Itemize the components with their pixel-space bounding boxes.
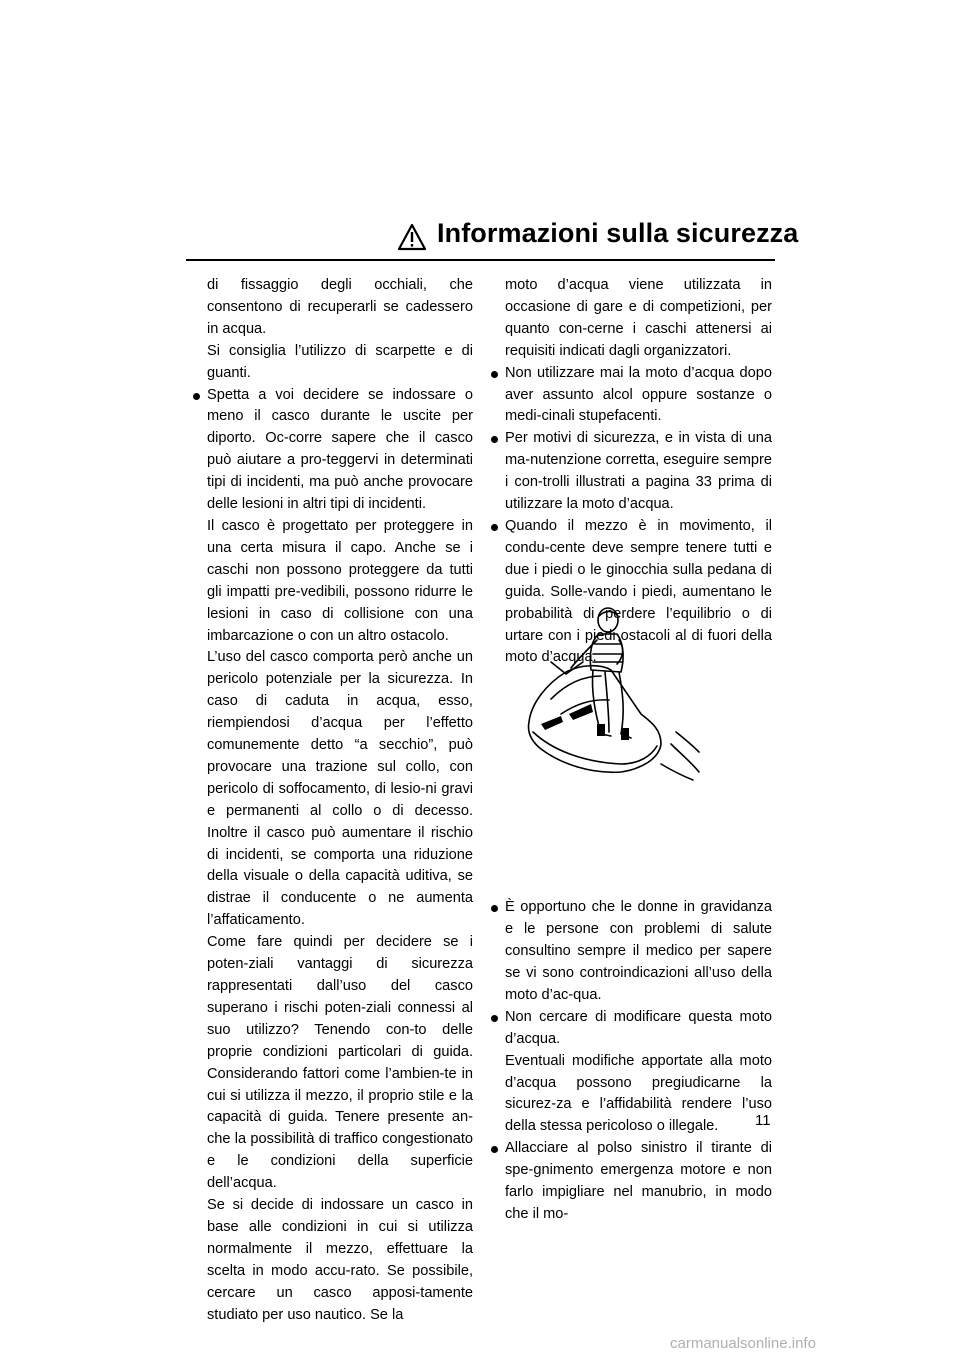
paragraph: Il casco è progettato per proteggere in una certa misura il capo. Anche se i caschi non possono proteggere da tutti gli impatti pre-vedibili, possono ridurre le lesioni in caso di collisione con una imbarcazione o con un altro ostacolo. [207, 517, 473, 644]
paragraph: L’uso del casco comporta però anche un pericolo potenziale per la sicurezza. In caso di caduta in acqua, esso, riempiendosi d’acqua per l’effetto comunemente detto “a secchio”, può provocare una trazione sul collo, con pericolo di soffocamento, di lesio-ni gravi e permanenti al collo o di decesso. Inoltre il casco può aumentare il rischio di incidenti, se comporta una riduzione della visuale o della capacità uditiva, se distrae il conducente o ne aumenta l’affaticamento. [207, 649, 473, 929]
bullet-icon [491, 1015, 498, 1022]
bullet-text: Per motivi di sicurezza, e in vista di una ma-nutenzione corretta, eseguire sempre i con-trolli illustrati a pagina 33 prima di utilizzare la moto d’acqua. [505, 430, 772, 513]
page-header [0, 218, 960, 262]
bullet-icon [491, 1146, 498, 1153]
bullet-text: Non utilizzare mai la moto d’acqua dopo aver assunto alcol oppure sostanze o medi-cinali stupefacenti. [505, 364, 772, 425]
bullet-icon [491, 371, 498, 378]
bullet-text: Allacciare al polso sinistro il tirante di spe-gnimento emergenza motore e non farlo impigliare nel manubrio, in modo che il mo- [505, 1140, 772, 1222]
bullet-item [191, 385, 473, 516]
watermark: carmanualsonline.info [670, 1335, 816, 1352]
bullet-icon [491, 905, 498, 912]
paragraph: Come fare quindi per decidere se i poten-ziali vantaggi di sicurezza rappresentati dall’uso del casco superano i rischi poten-ziali connessi al suo utilizzo? Tenendo con-to delle proprie condizioni particolari di guida. Considerando fattori come l’ambien-te in cui si utilizza il mezzo, il proprio stile e la capacità di guida. Tenere presente an-che la possibilità di traffico congestionato e le condizioni della superficie dell’acqua. [207, 934, 473, 1192]
bullet-item [489, 363, 772, 429]
bullet-icon [491, 436, 498, 443]
paragraph: Si consiglia l’utilizzo di scarpette e di guanti. [207, 342, 473, 381]
bullet-icon [193, 393, 200, 400]
bullet-icon [491, 524, 498, 531]
paragraph: Se si decide di indossare un casco in base alle condizioni in cui si utilizza normalmente il mezzo, effettuare la scelta in modo accu-rato. Se possibile, cercare un casco apposi-tamente studiato per uso nautico. Se la [207, 1197, 473, 1323]
page-title: Informazioni sulla sicurezza [437, 218, 799, 248]
bullet-item [489, 1138, 772, 1226]
paragraph: Eventuali modifiche apportate alla moto d’acqua possono pregiudicarne la sicurez-za e l’affidabilità rendere l’uso della stessa pericoloso o illegale. [505, 1052, 772, 1135]
bullet-text: È opportuno che le donne in gravidanza e le persone con problemi di salute consultino sempre il medico per sapere se vi sono controindicazioni all’uso della moto d’ac-qua. [505, 899, 772, 1003]
jet-ski-rider-illustration [521, 604, 701, 782]
bullet-item [489, 897, 772, 1007]
page-number: 11 [755, 1112, 771, 1129]
warning-triangle-icon [397, 223, 427, 251]
paragraph: moto d’acqua viene utilizzata in occasione di gare e di competizioni, per quanto con-cerne i caschi attenersi ai requisiti indicati dagli organizzatori. [505, 277, 772, 359]
bullet-text: Spetta a voi decidere se indossare o meno il casco durante le uscite per diporto. Oc-corre sapere che il casco può aiutare a pro-teggervi in determinati tipi di incidenti, ma può anche provocare delle lesioni in altri tipi di incidenti. [207, 386, 473, 513]
bullet-item [489, 428, 772, 516]
paragraph: di fissaggio degli occhiali, che consentono di recuperarli se cadessero in acqua. [207, 277, 473, 337]
bullet-item [489, 1007, 772, 1051]
left-column [207, 275, 473, 1327]
bullet-text: Quando il mezzo è in movimento, il condu-cente deve sempre tenere tutti e due i piedi o le ginocchia sulla pedana di guida. Solle-vando i piedi, aumentano le probabilità di perdere l’equilibrio o di urtare con i piedi ostacoli al di fuori della moto d’acqua. [505, 517, 772, 666]
bullet-text: Non cercare di modificare questa moto d’acqua. [505, 1008, 772, 1047]
header-rule [186, 259, 775, 261]
